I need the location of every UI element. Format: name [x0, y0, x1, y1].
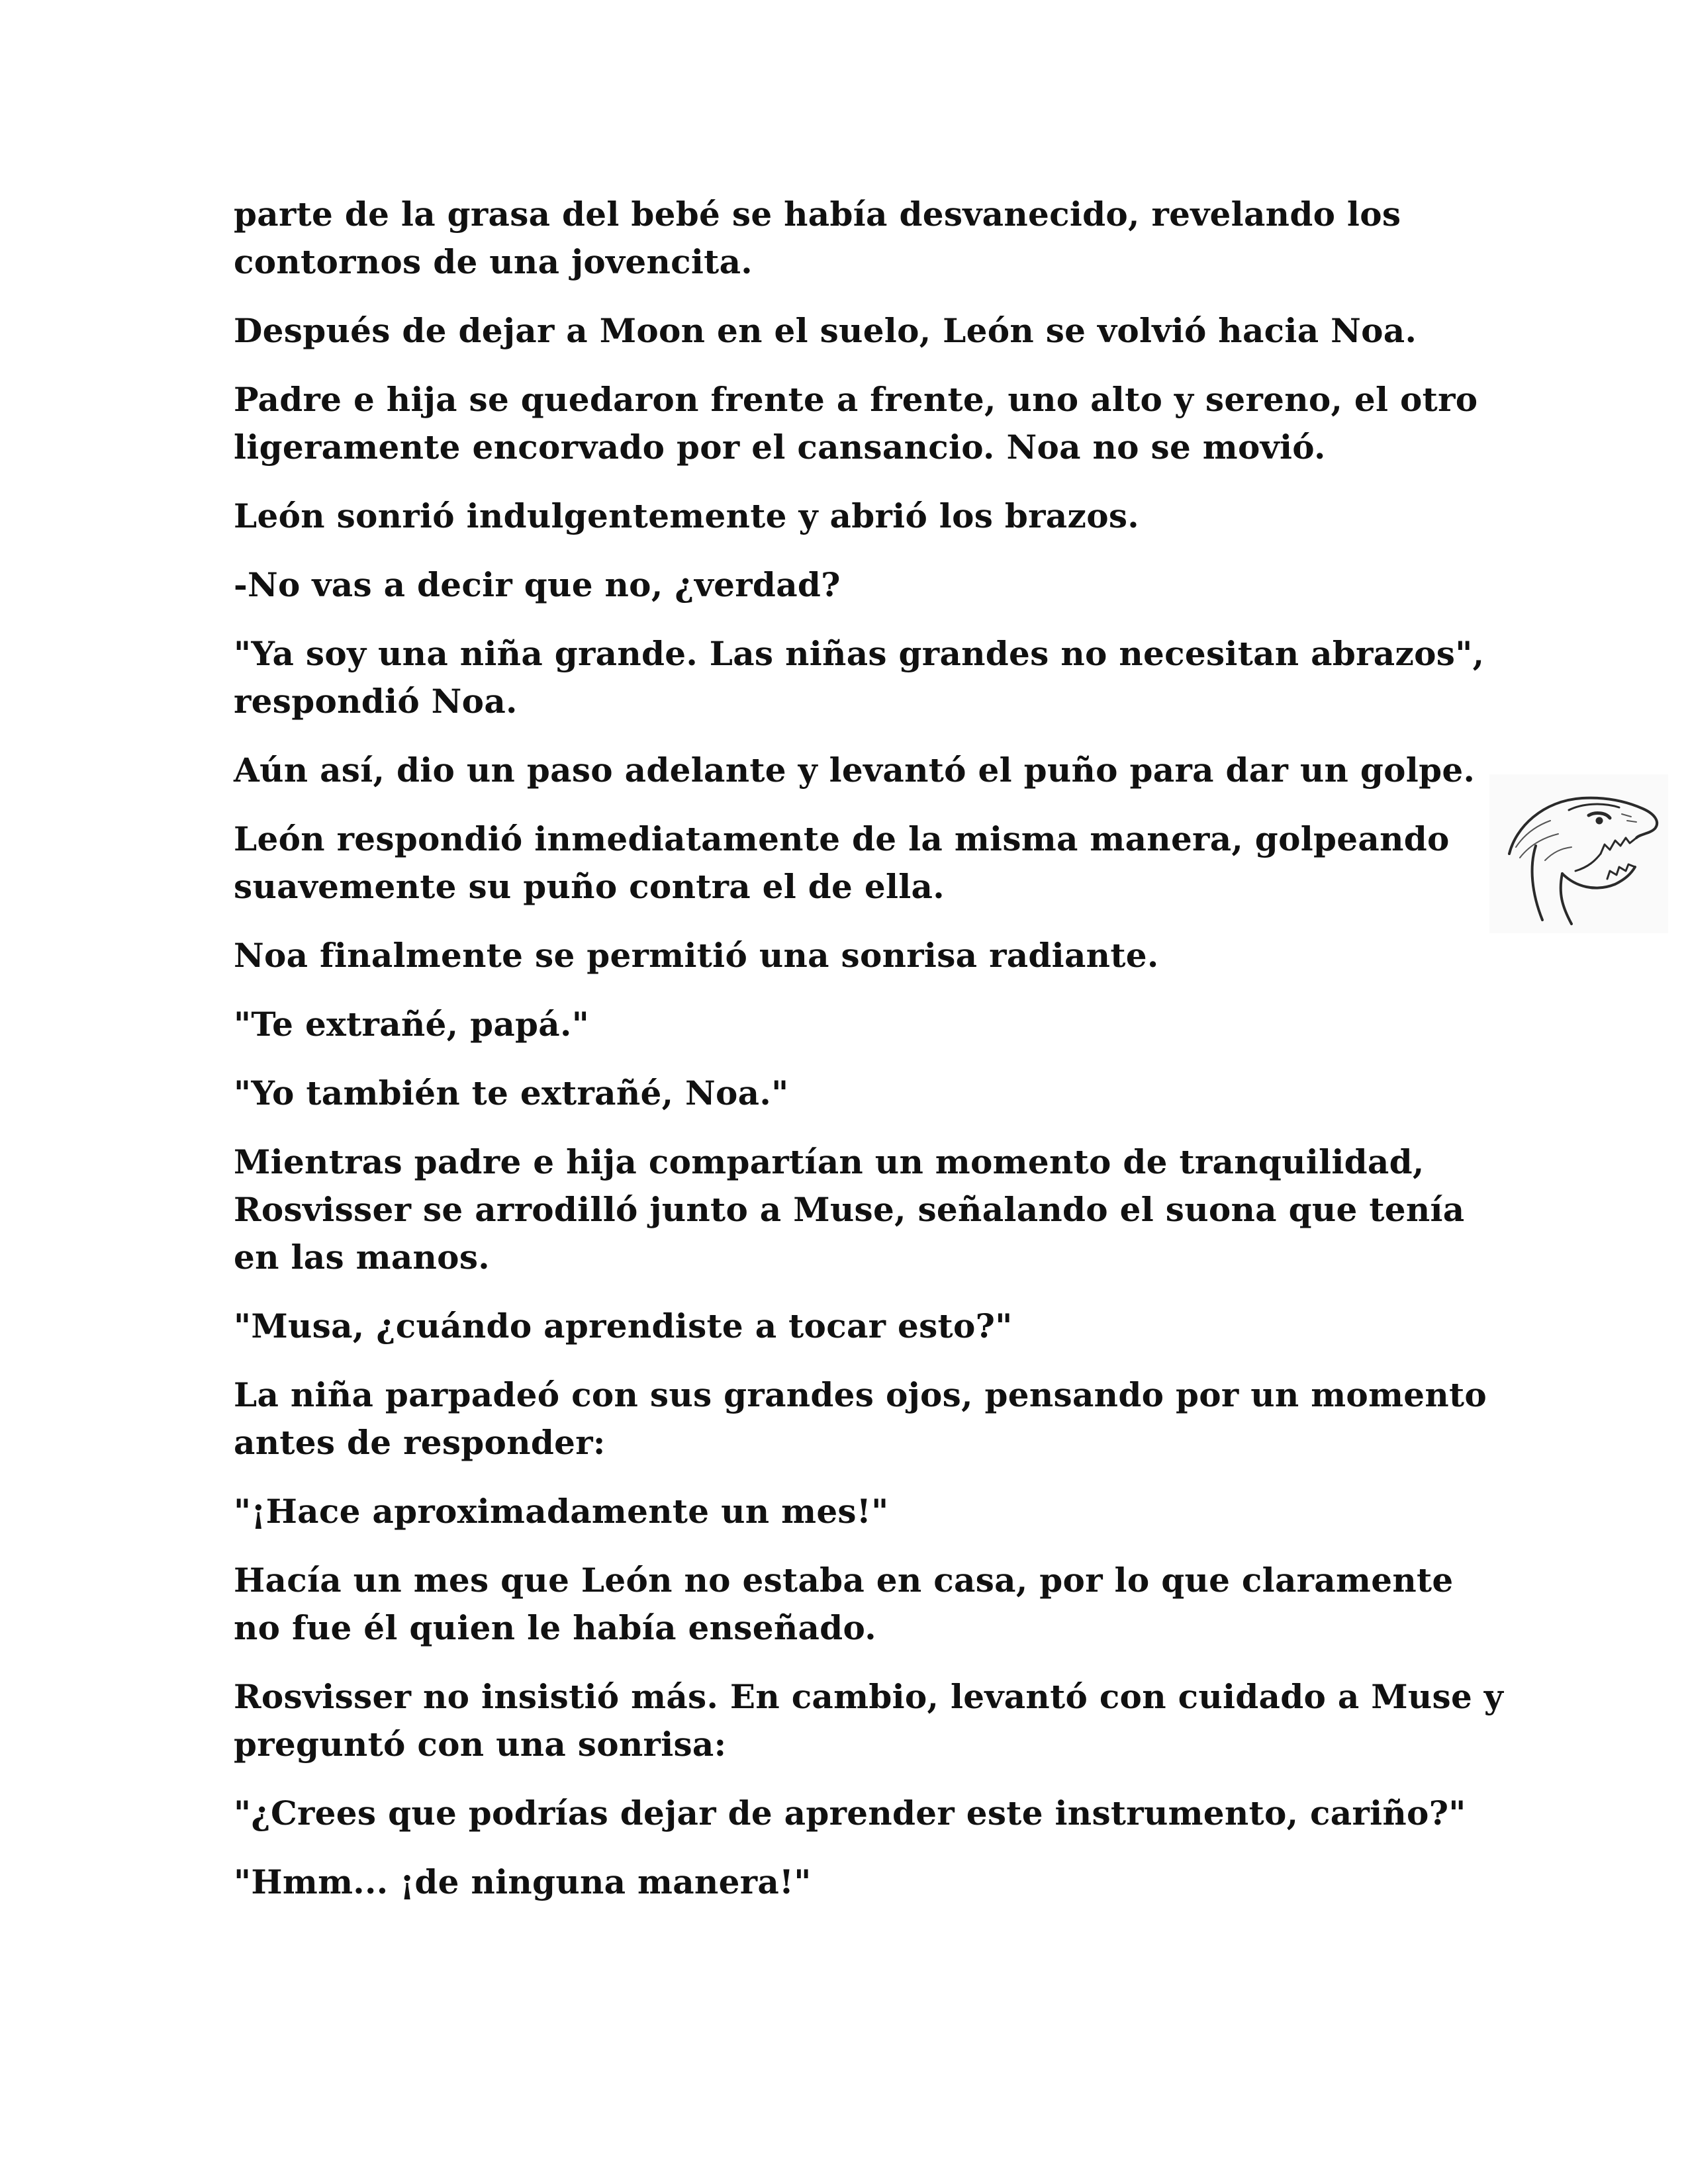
paragraph: Hacía un mes que León no estaba en casa, por lo que claramente no fue él quien le había enseñado. — [234, 1561, 1454, 1647]
body-text — [234, 191, 1505, 1927]
paragraph: Después de dejar a Moon en el suelo, León se volvió hacia Noa. — [234, 311, 1417, 350]
paragraph: La niña parpadeó con sus grandes ojos, pensando por un momento antes de responder: — [234, 1375, 1487, 1462]
paragraph: -No vas a decir que no, ¿verdad? — [234, 565, 841, 604]
paragraph: Mientras padre e hija compartían un momento de tranquilidad, Rosvisser se arrodilló junto a Muse, señalando el suona que tenía en las manos. — [234, 1142, 1465, 1277]
paragraph: "¿Crees que podrías dejar de aprender este instrumento, cariño?" — [234, 1794, 1466, 1833]
paragraph: "¡Hace aproximadamente un mes!" — [234, 1492, 889, 1531]
paragraph: Rosvisser no insistió más. En cambio, levantó con cuidado a Muse y preguntó con una sonrisa: — [234, 1677, 1504, 1764]
paragraph: "Musa, ¿cuándo aprendiste a tocar esto?" — [234, 1306, 1013, 1345]
dinosaur-head-sketch-icon — [1489, 774, 1668, 933]
paragraph: "Hmm... ¡de ninguna manera!" — [234, 1862, 812, 1901]
paragraph: Aún así, dio un paso adelante y levantó el puño para dar un golpe. — [234, 751, 1476, 790]
paragraph: Padre e hija se quedaron frente a frente, uno alto y sereno, el otro ligeramente encorvado por el cansancio. Noa no se movió. — [234, 380, 1478, 467]
paragraph: "Te extrañé, papá." — [234, 1005, 590, 1044]
paragraph: León sonrió indulgentemente y abrió los brazos. — [234, 496, 1140, 535]
paragraph: León respondió inmediatamente de la misma manera, golpeando suavemente su puño contra el de ella. — [234, 819, 1450, 906]
paragraph: parte de la grasa del bebé se había desvanecido, revelando los contornos de una jovencita. — [234, 195, 1401, 281]
paragraph: "Yo también te extrañé, Noa." — [234, 1073, 789, 1113]
paragraph: Noa finalmente se permitió una sonrisa radiante. — [234, 936, 1159, 975]
paragraph: "Ya soy una niña grande. Las niñas grandes no necesitan abrazos", respondió Noa. — [234, 634, 1485, 721]
